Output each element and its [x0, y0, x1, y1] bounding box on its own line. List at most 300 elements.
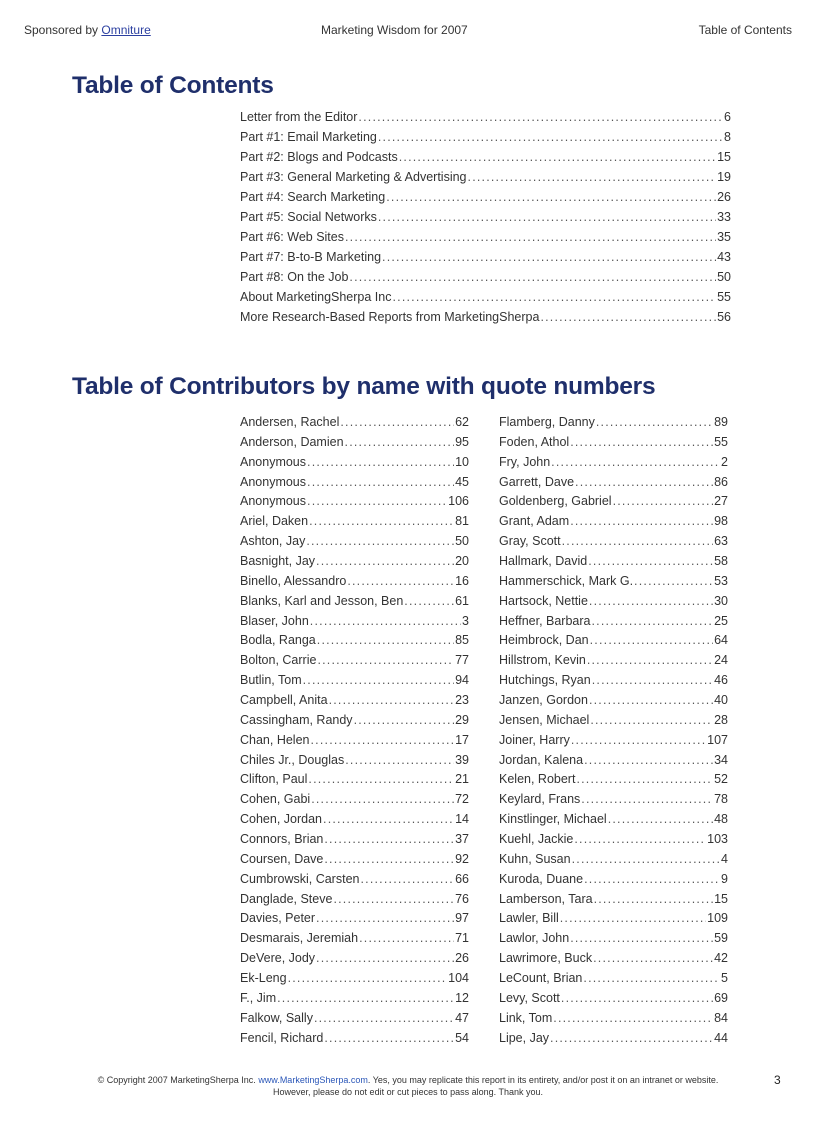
contributor-row-label: Kuroda, Duane — [499, 871, 584, 886]
contributor-row — [499, 612, 728, 632]
dot-leader — [309, 512, 454, 532]
contributor-row-label: Keylard, Frans — [499, 792, 581, 807]
contributor-row-label: Desmarais, Jeremiah — [240, 931, 359, 946]
contributor-row-label: Anonymous — [240, 454, 307, 469]
contributor-row-number: 47 — [455, 1010, 469, 1025]
dot-leader — [634, 572, 713, 592]
contributor-row-label: Anonymous — [240, 474, 307, 489]
dot-leader — [583, 969, 720, 989]
dot-leader — [316, 552, 454, 572]
contributor-row-label: Blaser, John — [240, 613, 309, 628]
contributor-row — [240, 969, 469, 989]
contributor-row-label: Grant, Adam — [499, 514, 570, 529]
contributors-column-right — [499, 413, 728, 1049]
contributor-row — [240, 909, 469, 929]
dot-leader — [572, 850, 720, 870]
dot-leader — [310, 612, 461, 632]
dot-leader — [560, 909, 706, 929]
contributor-row — [240, 850, 469, 870]
page-number: 3 — [774, 1073, 781, 1087]
toc-entry-label: Letter from the Editor — [240, 110, 358, 124]
toc-entry — [240, 167, 731, 187]
contributor-row — [499, 631, 728, 651]
toc-entry-number: 43 — [717, 250, 731, 264]
contributor-row-number: 53 — [714, 573, 728, 588]
contributor-row — [240, 572, 469, 592]
toc-entry — [240, 227, 731, 247]
contributor-row-label: Andersen, Rachel — [240, 415, 340, 429]
dot-leader — [590, 711, 713, 731]
dot-leader — [378, 127, 723, 147]
dot-leader — [468, 167, 717, 187]
toc-entry-number: 55 — [717, 290, 731, 304]
dot-leader — [329, 691, 455, 711]
contributor-row-label: Gray, Scott — [499, 534, 561, 549]
dot-leader — [575, 473, 713, 493]
contributor-row-number: 98 — [714, 514, 728, 529]
dot-leader — [307, 453, 454, 473]
contributor-row-label: Janzen, Gordon — [499, 693, 588, 708]
contributor-row-label: Coursen, Dave — [240, 851, 324, 866]
contributor-row-label: Heffner, Barbara — [499, 613, 591, 628]
contributor-row-label: Fencil, Richard — [240, 1030, 324, 1045]
footer-line-2: However, please do not edit or cut pieces to pass along. Thank you. — [273, 1087, 543, 1097]
toc-entry — [240, 187, 731, 207]
contributor-row-number: 85 — [455, 633, 469, 648]
toc-entry-label: About MarketingSherpa Inc — [240, 290, 392, 304]
contributor-row-label: Blanks, Karl and Jesson, Ben — [240, 593, 404, 608]
contributor-row-label: Hillstrom, Kevin — [499, 653, 586, 668]
contributor-row — [240, 473, 469, 493]
contributor-row-label: LeCount, Brian — [499, 971, 583, 986]
contributor-row — [240, 731, 469, 751]
contributor-row-number: 46 — [714, 673, 728, 688]
contributor-row — [240, 751, 469, 771]
toc-entry-number: 15 — [717, 150, 731, 164]
dot-leader — [593, 949, 713, 969]
contributor-row — [499, 1009, 728, 1029]
contributor-row — [240, 671, 469, 691]
contributor-row-number: 92 — [455, 851, 469, 866]
contributor-row — [499, 810, 728, 830]
contributor-row-number: 5 — [721, 971, 728, 986]
contributor-row — [240, 413, 469, 433]
contributor-row — [499, 532, 728, 552]
contributor-row-number: 42 — [714, 951, 728, 966]
contributor-row-label: Jordan, Kalena — [499, 752, 584, 767]
contributor-row-number: 97 — [455, 911, 469, 926]
contributor-row — [499, 909, 728, 929]
contributor-row — [240, 949, 469, 969]
contributor-row-label: Bodla, Ranga — [240, 633, 316, 648]
dot-leader — [324, 1029, 454, 1049]
contributor-row — [240, 1009, 469, 1029]
contributor-row-number: 30 — [714, 593, 728, 608]
header-section-title: Table of Contents — [698, 23, 792, 37]
dot-leader — [587, 651, 713, 671]
contributor-row-number: 89 — [714, 415, 728, 429]
toc-entry-label: Part #6: Web Sites — [240, 230, 344, 244]
contributor-row-label: DeVere, Jody — [240, 951, 316, 966]
contributor-row — [499, 671, 728, 691]
toc-title: Table of Contents — [72, 72, 274, 99]
dot-leader — [349, 267, 716, 287]
dot-leader — [613, 492, 714, 512]
contributor-row-label: Cumbrowski, Carsten — [240, 871, 360, 886]
contributor-row — [240, 830, 469, 850]
contributor-row — [240, 1029, 469, 1049]
dot-leader — [303, 671, 454, 691]
contributor-row-number: 20 — [455, 554, 469, 569]
contributor-row-label: Cassingham, Randy — [240, 712, 353, 727]
dot-leader — [553, 1009, 713, 1029]
toc-entry-label: Part #1: Email Marketing — [240, 130, 377, 144]
contributor-row-number: 17 — [455, 732, 469, 747]
dot-leader — [308, 770, 454, 790]
toc-entry-label: More Research-Based Reports from MarketingSherpa — [240, 310, 540, 324]
dot-leader — [561, 989, 713, 1009]
dot-leader — [570, 433, 713, 453]
contributor-row — [240, 492, 469, 512]
contributor-row-number: 48 — [714, 812, 728, 827]
contributor-row-number: 72 — [455, 792, 469, 807]
contributor-row-label: Basnight, Jay — [240, 554, 316, 569]
toc-entry-label: Part #2: Blogs and Podcasts — [240, 150, 398, 164]
toc-entry-label: Part #4: Search Marketing — [240, 190, 386, 204]
contributor-row-number: 21 — [455, 772, 469, 787]
contributor-row-number: 66 — [455, 871, 469, 886]
contributor-row-label: Binello, Alessandro — [240, 573, 347, 588]
contributor-row-number: 24 — [714, 653, 728, 668]
sponsor-line — [24, 23, 151, 37]
running-header — [24, 23, 792, 39]
toc-entry-number: 8 — [724, 130, 731, 144]
dot-leader — [347, 572, 454, 592]
contributor-row-number: 61 — [455, 593, 469, 608]
contributor-row-label: Campbell, Anita — [240, 693, 328, 708]
contributor-row-label: Clifton, Paul — [240, 772, 308, 787]
dot-leader — [316, 949, 454, 969]
toc-entry — [240, 287, 731, 307]
toc-entry-number: 56 — [717, 310, 731, 324]
footer-line-1 — [0, 1074, 816, 1086]
dot-leader — [392, 287, 716, 307]
contributor-row-label: Link, Tom — [499, 1010, 553, 1025]
dot-leader — [571, 731, 706, 751]
contributor-row — [240, 532, 469, 552]
contributor-row — [240, 433, 469, 453]
contributor-row-label: Ek-Leng — [240, 971, 287, 986]
contributor-row-label: Lawlor, John — [499, 931, 570, 946]
dot-leader — [277, 989, 454, 1009]
contributor-row-number: 45 — [455, 474, 469, 489]
contributor-row-label: Fry, John — [499, 454, 551, 469]
dot-leader — [333, 890, 454, 910]
toc-entry-label: Part #7: B-to-B Marketing — [240, 250, 382, 264]
contributor-row-label: Connors, Brian — [240, 832, 324, 847]
dot-leader — [317, 651, 454, 671]
contributor-row-number: 109 — [707, 911, 728, 926]
dot-leader — [584, 870, 720, 890]
contributor-row-number: 12 — [455, 990, 469, 1005]
contributor-row-label: Hallmark, David — [499, 554, 588, 569]
contributor-row — [499, 969, 728, 989]
contributor-row — [240, 512, 469, 532]
contributor-row-number: 28 — [714, 712, 728, 727]
contributor-row-label: Kinstlinger, Michael — [499, 812, 607, 827]
contributor-row — [499, 870, 728, 890]
contributor-row-label: Cohen, Gabi — [240, 792, 311, 807]
contributor-row-number: 37 — [455, 832, 469, 847]
toc-entry — [240, 107, 731, 127]
contributor-row-number: 2 — [721, 454, 728, 469]
contributor-row-number: 29 — [455, 712, 469, 727]
contributor-row-number: 9 — [721, 871, 728, 886]
dot-leader — [323, 810, 454, 830]
contributor-row-label: Chan, Helen — [240, 732, 310, 747]
contributor-row-number: 39 — [455, 752, 469, 767]
dot-leader — [399, 147, 716, 167]
contributor-row-number: 86 — [714, 474, 728, 489]
contributor-row-number: 95 — [455, 434, 469, 449]
contributor-row-number: 76 — [455, 891, 469, 906]
contributor-row-number: 44 — [714, 1030, 728, 1045]
dot-leader — [345, 433, 455, 453]
dot-leader — [354, 711, 455, 731]
contributor-row-label: Hutchings, Ryan — [499, 673, 591, 688]
contributor-row-number: 55 — [714, 434, 728, 449]
sponsor-link[interactable]: Omniture — [101, 23, 151, 37]
toc-entry — [240, 267, 731, 287]
toc-entry-number: 19 — [717, 170, 731, 184]
contributor-row-label: Anonymous — [240, 494, 307, 509]
toc-entry-number: 6 — [724, 110, 731, 124]
contributor-row — [240, 691, 469, 711]
contributor-row — [499, 651, 728, 671]
contributor-row-label: Anderson, Damien — [240, 434, 344, 449]
contributors-title: Table of Contributors by name with quote numbers — [72, 373, 656, 400]
toc-entry-number: 26 — [717, 190, 731, 204]
dot-leader — [311, 731, 455, 751]
footer-website-link[interactable]: www.MarketingSherpa.com — [258, 1075, 368, 1085]
dot-leader — [589, 691, 713, 711]
contributor-row-number: 94 — [455, 673, 469, 688]
toc-entry-label: Part #8: On the Job — [240, 270, 349, 284]
contributor-row-number: 14 — [455, 812, 469, 827]
contributor-row — [499, 890, 728, 910]
dot-leader — [316, 909, 454, 929]
contributor-row — [240, 929, 469, 949]
contributor-row — [240, 711, 469, 731]
contributor-row-number: 63 — [714, 534, 728, 549]
dot-leader — [594, 890, 714, 910]
contributor-row-number: 52 — [714, 772, 728, 787]
contributor-row — [499, 1029, 728, 1049]
toc-list — [240, 107, 731, 327]
dot-leader — [306, 532, 454, 552]
contributor-row-number: 59 — [714, 931, 728, 946]
contributor-row-label: Ariel, Daken — [240, 514, 309, 529]
dot-leader — [550, 1029, 713, 1049]
dot-leader — [584, 751, 713, 771]
contributor-row-label: Heimbrock, Dan — [499, 633, 589, 648]
contributor-row-label: Chiles Jr., Douglas — [240, 752, 345, 767]
contributor-row-number: 34 — [714, 752, 728, 767]
contributor-row — [499, 552, 728, 572]
contributor-row — [240, 810, 469, 830]
dot-leader — [596, 413, 713, 433]
dot-leader — [581, 790, 713, 810]
toc-entry-label: Part #5: Social Networks — [240, 210, 377, 224]
dot-leader — [570, 929, 713, 949]
contributor-row-number: 15 — [714, 891, 728, 906]
toc-entry — [240, 127, 731, 147]
contributor-row-label: Flamberg, Danny — [499, 415, 595, 429]
dot-leader — [589, 592, 713, 612]
contributor-row — [499, 492, 728, 512]
dot-leader — [358, 107, 723, 127]
contributor-row-label: Lamberson, Tara — [499, 891, 593, 906]
dot-leader — [592, 612, 714, 632]
dot-leader — [314, 1009, 454, 1029]
contributor-row-number: 62 — [455, 415, 469, 429]
contributor-row — [240, 631, 469, 651]
contributor-row-number: 16 — [455, 573, 469, 588]
contributor-row-label: Cohen, Jordan — [240, 812, 323, 827]
dot-leader — [608, 810, 713, 830]
contributor-row-label: Jensen, Michael — [499, 712, 590, 727]
contributor-row — [499, 711, 728, 731]
footer-notice: . Yes, you may replicate this report in its entirety, and/or post it on an intranet or website. — [367, 1075, 719, 1085]
contributor-row-label: F., Jim — [240, 990, 277, 1005]
dot-leader — [590, 631, 713, 651]
toc-entry — [240, 307, 731, 327]
contributor-row-number: 103 — [707, 832, 728, 847]
page-footer — [0, 1074, 816, 1098]
contributor-row — [499, 572, 728, 592]
contributor-row-number: 84 — [714, 1010, 728, 1025]
contributor-row — [499, 731, 728, 751]
contributor-row — [499, 512, 728, 532]
contributor-row-number: 25 — [714, 613, 728, 628]
contributor-row-number: 81 — [455, 514, 469, 529]
header-center-title: Marketing Wisdom for 2007 — [321, 23, 468, 37]
contributor-row-number: 106 — [448, 494, 469, 509]
dot-leader — [378, 207, 716, 227]
contributor-row — [499, 770, 728, 790]
dot-leader — [382, 247, 716, 267]
contributor-row-number: 58 — [714, 554, 728, 569]
dot-leader — [386, 187, 716, 207]
contributor-row — [499, 830, 728, 850]
contributor-row-number: 23 — [455, 693, 469, 708]
contributor-row — [499, 850, 728, 870]
contributor-row-label: Bolton, Carrie — [240, 653, 317, 668]
contributor-row-label: Lawrimore, Buck — [499, 951, 593, 966]
toc-entry — [240, 247, 731, 267]
dot-leader — [359, 929, 454, 949]
contributor-row — [499, 751, 728, 771]
contributor-row-number: 10 — [455, 454, 469, 469]
contributor-row-label: Garrett, Dave — [499, 474, 575, 489]
contributor-row-number: 26 — [455, 951, 469, 966]
toc-entry — [240, 207, 731, 227]
contributor-row-number: 54 — [455, 1030, 469, 1045]
dot-leader — [576, 770, 713, 790]
contributor-row-label: Kuehl, Jackie — [499, 832, 574, 847]
contributor-row-label: Hartsock, Nettie — [499, 593, 588, 608]
contributor-row-number: 3 — [462, 613, 469, 628]
dot-leader — [324, 850, 454, 870]
contributor-row — [240, 612, 469, 632]
contributor-row-number: 27 — [714, 494, 728, 509]
contributor-row — [499, 929, 728, 949]
dot-leader — [311, 790, 454, 810]
contributor-row-number: 107 — [707, 732, 728, 747]
contributor-row — [240, 453, 469, 473]
contributor-row — [499, 790, 728, 810]
dot-leader — [307, 492, 447, 512]
dot-leader — [345, 227, 716, 247]
dot-leader — [404, 592, 454, 612]
contributor-row-number: 77 — [455, 653, 469, 668]
contributor-row — [499, 592, 728, 612]
dot-leader — [317, 631, 454, 651]
contributor-row — [240, 989, 469, 1009]
contributor-row-number: 78 — [714, 792, 728, 807]
toc-entry-label: Part #3: General Marketing & Advertising — [240, 170, 467, 184]
dot-leader — [592, 671, 713, 691]
contributor-row — [499, 433, 728, 453]
toc-entry-number: 33 — [717, 210, 731, 224]
contributor-row-number: 40 — [714, 693, 728, 708]
dot-leader — [551, 453, 720, 473]
contributor-row — [499, 453, 728, 473]
contributor-row-label: Joiner, Harry — [499, 732, 570, 747]
toc-entry — [240, 147, 731, 167]
contributor-row — [240, 790, 469, 810]
dot-leader — [540, 307, 716, 327]
contributor-row-number: 50 — [455, 534, 469, 549]
contributor-row-label: Foden, Athol — [499, 434, 570, 449]
contributor-row — [499, 473, 728, 493]
toc-entry-number: 35 — [717, 230, 731, 244]
dot-leader — [360, 870, 454, 890]
contributor-row-label: Falkow, Sally — [240, 1010, 313, 1025]
contributor-row-label: Danglade, Steve — [240, 891, 333, 906]
contributor-row — [240, 592, 469, 612]
contributor-row-number: 4 — [721, 851, 728, 866]
contributor-row-label: Butlin, Tom — [240, 673, 302, 688]
contributor-row-number: 69 — [714, 990, 728, 1005]
contributor-row-label: Hammerschick, Mark G. — [499, 573, 634, 588]
contributor-row — [499, 989, 728, 1009]
sponsor-prefix: Sponsored by — [24, 23, 102, 37]
contributor-row — [240, 870, 469, 890]
dot-leader — [288, 969, 448, 989]
dot-leader — [562, 532, 714, 552]
contributor-row-label: Lipe, Jay — [499, 1030, 550, 1045]
contributor-row-number: 104 — [448, 971, 469, 986]
contributors-column-left — [240, 413, 469, 1049]
contributor-row-number: 71 — [455, 931, 469, 946]
dot-leader — [588, 552, 713, 572]
contributor-row — [499, 949, 728, 969]
footer-copyright: © Copyright 2007 MarketingSherpa Inc. — [97, 1075, 259, 1085]
dot-leader — [340, 413, 454, 433]
contributor-row-label: Levy, Scott — [499, 990, 560, 1005]
contributor-row-label: Lawler, Bill — [499, 911, 559, 926]
